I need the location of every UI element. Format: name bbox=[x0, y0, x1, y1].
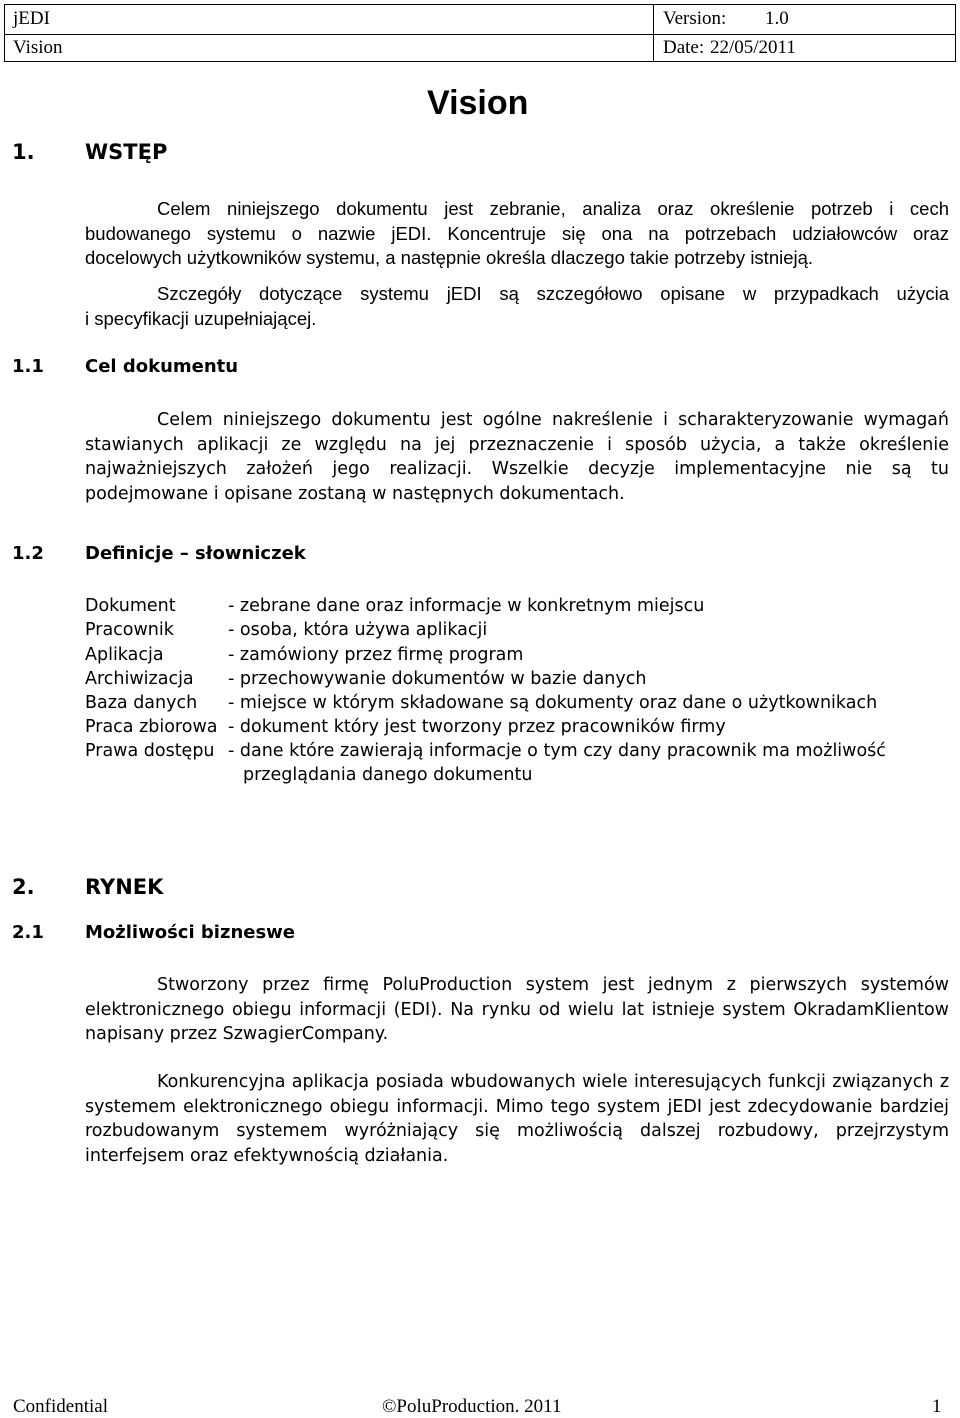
header-version-value: 1.0 bbox=[765, 8, 789, 29]
market-paragraph-2 bbox=[85, 1072, 949, 1170]
paragraph-line: interfejsem oraz efektywnością działania. bbox=[85, 1145, 449, 1166]
footer-copyright: ©PoluProduction. 2011 bbox=[382, 1396, 562, 1417]
section-2-1-title: Możliwości bizneswe bbox=[85, 922, 296, 943]
glossary-definition: - miejsce w którym składowane są dokumenty oraz dane o użytkownikach bbox=[228, 693, 878, 713]
paragraph-line: docelowych użytkowników systemu, a następnie określa dlaczego takie potrzeby istnieją. bbox=[85, 247, 814, 268]
paragraph-line: Celem niniejszego dokumentu jest zebranie, analiza oraz określenie potrzeb i cech bbox=[157, 198, 949, 219]
glossary-definition: - zebrane dane oraz informacje w konkretnym miejscu bbox=[228, 596, 705, 616]
paragraph-line: i specyfikacji uzupełniającej. bbox=[85, 307, 317, 329]
section-2-title: RYNEK bbox=[85, 875, 164, 899]
glossary-definition: - osoba, która używa aplikacji bbox=[228, 620, 488, 640]
goal-paragraph bbox=[85, 410, 949, 508]
paragraph-line: rozbudowanym systemem wyróżniający się możliwością dalszej rozbudowy, przejrzystym bbox=[85, 1121, 949, 1141]
glossary-definition: - zamówiony przez firmę program bbox=[228, 645, 524, 665]
header-date-value: 22/05/2011 bbox=[710, 37, 796, 58]
header-version-label: Version: bbox=[663, 8, 727, 29]
intro-paragraph-1 bbox=[85, 198, 949, 272]
glossary-term: Archiwizacja bbox=[85, 669, 194, 689]
section-1-title: WSTĘP bbox=[85, 140, 168, 164]
section-2-1-number: 2.1 bbox=[12, 922, 44, 943]
page-title: Vision bbox=[427, 84, 529, 122]
footer-page-number: 1 bbox=[932, 1396, 942, 1417]
glossary-term: Baza danych bbox=[85, 693, 198, 713]
glossary-definition: - przechowywanie dokumentów w bazie danych bbox=[228, 669, 647, 689]
glossary-definition-continuation: przeglądania danego dokumentu bbox=[243, 765, 533, 785]
paragraph-line: Celem niniejszego dokumentu jest ogólne nakreślenie i scharakteryzowanie wymagań bbox=[157, 410, 949, 430]
section-1-2-title: Definicje – słowniczek bbox=[85, 543, 306, 564]
paragraph-line: najważniejszych założeń jego realizacji. Wszelkie decyzje implementacyjne nie są tu bbox=[85, 459, 949, 479]
paragraph-line: elektronicznego obiegu informacji (EDI). Na rynku od wielu lat istnieje system OkradamKlientow bbox=[85, 999, 949, 1020]
glossary-term: Aplikacja bbox=[85, 645, 164, 665]
header-divider-vertical bbox=[653, 5, 654, 61]
header-app-name: jEDI bbox=[13, 8, 50, 29]
intro-paragraph-2 bbox=[85, 283, 949, 332]
glossary-term: Prawa dostępu bbox=[85, 741, 215, 761]
paragraph-line: Konkurencyjna aplikacja posiada wbudowanych wiele interesujących funkcji związanych z bbox=[157, 1072, 949, 1092]
header-doc-name: Vision bbox=[13, 37, 63, 58]
glossary-definition: - dane które zawierają informacje o tym czy dany pracownik ma możliwość bbox=[228, 741, 886, 761]
footer-confidential: Confidential bbox=[13, 1396, 108, 1417]
section-1-number: 1. bbox=[12, 140, 35, 164]
paragraph-line: budowanego systemu o nazwie jEDI. Koncentruje się ona na potrzebach udziałowców oraz bbox=[85, 222, 949, 244]
glossary-definition: - dokument który jest tworzony przez pracowników firmy bbox=[228, 717, 726, 737]
glossary-term: Pracownik bbox=[85, 620, 174, 640]
paragraph-line: Szczegóły dotyczące systemu jEDI są szczegółowo opisane w przypadkach użycia bbox=[157, 283, 949, 304]
header-date-label: Date: bbox=[663, 37, 705, 58]
section-1-1-title: Cel dokumentu bbox=[85, 356, 239, 377]
section-1-2-number: 1.2 bbox=[12, 543, 44, 564]
paragraph-line: napisany przez SzwagierCompany. bbox=[85, 1024, 389, 1044]
paragraph-line: systemem elektronicznego obiegu informacji. Mimo tego system jEDI jest zdecydowanie bardziej bbox=[85, 1096, 949, 1117]
market-paragraph-1 bbox=[85, 975, 949, 1049]
glossary-term: Dokument bbox=[85, 596, 176, 616]
paragraph-line: stawianych aplikacji ze względu na jej przeznaczenie i sposób użycia, a także określenie bbox=[85, 434, 949, 455]
document-header bbox=[4, 4, 956, 62]
header-divider-horizontal bbox=[5, 34, 955, 35]
paragraph-line: Stworzony przez firmę PoluProduction system jest jednym z pierwszych systemów bbox=[157, 975, 949, 995]
section-1-1-number: 1.1 bbox=[12, 356, 44, 377]
paragraph-line: podejmowane i opisane zostaną w następnych dokumentach. bbox=[85, 483, 625, 504]
section-2-number: 2. bbox=[12, 875, 35, 899]
glossary-term: Praca zbiorowa bbox=[85, 717, 218, 737]
